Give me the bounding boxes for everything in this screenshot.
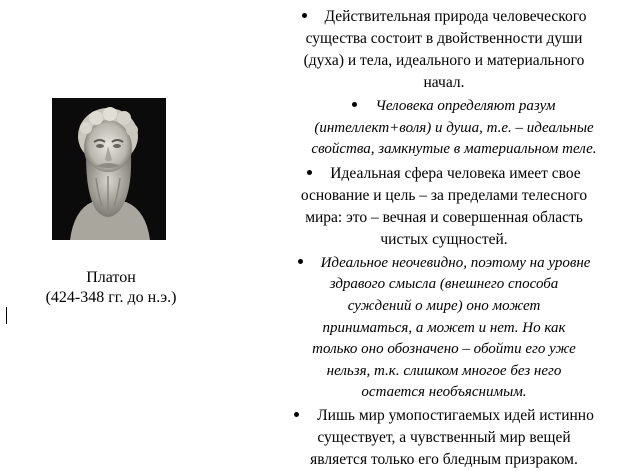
bullet-line: свойства, замкнутые в материальном теле. bbox=[311, 141, 597, 158]
bullet-line: Идеальная сфера человека имеет свое bbox=[330, 164, 581, 182]
bullet-dot-icon bbox=[352, 102, 357, 107]
bullet-line: Идеальное неочевидно, поэтому на уровне bbox=[320, 254, 591, 271]
bullet-line: начал. bbox=[423, 74, 465, 91]
portrait-caption bbox=[6, 268, 216, 308]
bullet-dot-icon bbox=[294, 412, 299, 417]
bullet-line: только оно обозначено – обойти его уже bbox=[312, 341, 576, 358]
bullet-line: существует, а чувственный мир вещей bbox=[317, 428, 571, 446]
bullet-line: Человека определяют разум bbox=[375, 98, 556, 114]
bullet-line: нельзя, т.к. слишком многое без него bbox=[326, 362, 562, 379]
bullet-line: чистых сущностей. bbox=[380, 230, 508, 248]
bullet-line: (духа) и тела, идеального и материального bbox=[303, 52, 585, 69]
bullet-item bbox=[252, 96, 636, 161]
bullet-dot-icon bbox=[307, 170, 312, 175]
bullet-item bbox=[252, 405, 636, 471]
bullet-line: Лишь мир умопостигаемых идей истинно bbox=[317, 406, 594, 424]
caption-name: Платон bbox=[86, 269, 136, 286]
bullet-dot-icon bbox=[302, 13, 307, 18]
text-cursor bbox=[6, 307, 7, 324]
bullet-line: существа состоит в двойственности души bbox=[305, 30, 583, 47]
bullet-line: основание и цель – за пределами телесного bbox=[300, 186, 588, 204]
caption-dates: (424-348 гг. до н.э.) bbox=[45, 289, 177, 306]
bullet-line: мира: это – вечная и совершенная область bbox=[305, 208, 583, 226]
bullet-line: приниматься, а может и нет. Но как bbox=[322, 319, 566, 336]
bullet-line: здравого смысла (внешнего способа bbox=[329, 276, 559, 293]
bullet-item bbox=[252, 253, 636, 404]
bullet-item bbox=[252, 6, 636, 94]
bullet-line: (интеллект+воля) и душа, т.е. – идеальные bbox=[314, 119, 594, 136]
bullet-list bbox=[252, 6, 636, 471]
plato-bust-image bbox=[52, 98, 166, 240]
plato-portrait bbox=[52, 98, 166, 240]
bullet-item bbox=[252, 163, 636, 251]
bullet-dot-icon bbox=[298, 259, 303, 264]
bullet-line: остается необъяснимым. bbox=[361, 384, 527, 401]
bullet-line: суждений о мире) оно может bbox=[347, 297, 541, 314]
bullet-line: является только его бледным призраком. bbox=[310, 450, 578, 468]
bullet-line: Действительная природа человеческого bbox=[324, 8, 587, 25]
